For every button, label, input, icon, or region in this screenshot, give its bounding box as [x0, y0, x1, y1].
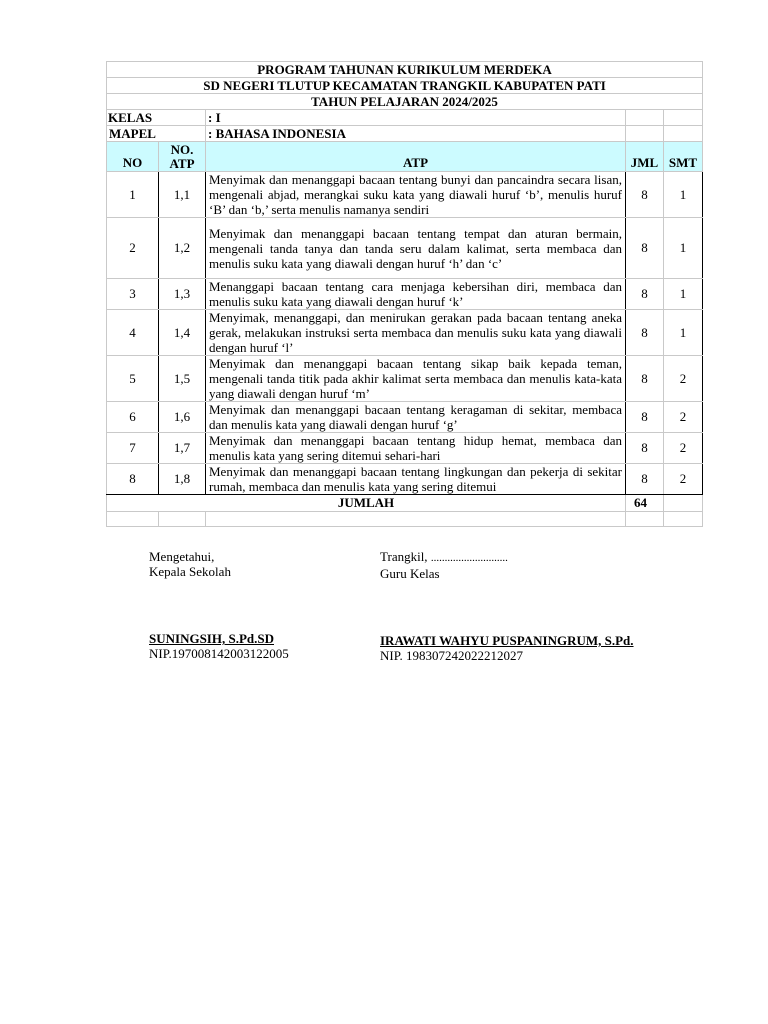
row-no-atp: 1,8 [159, 464, 206, 495]
empty-cell [626, 512, 664, 527]
kepala-sekolah-nip: NIP.197008142003122005 [149, 646, 289, 661]
row-jml: 8 [626, 310, 664, 356]
row-atp: Menyimak dan menanggapi bacaan tentang bunyi dan pancaindra secara lisan, mengenali abjad, merangkai suku kata yang diawali huruf ‘b’, menulis huruf ‘B’ dan ‘b,’ serta menulis namanya sendiri [206, 172, 626, 218]
row-smt: 1 [664, 172, 703, 218]
row-jml: 8 [626, 433, 664, 464]
program-tahunan-table-container [106, 61, 702, 527]
col-header-no: NO [107, 142, 159, 172]
empty-cell [206, 512, 626, 527]
kelas-label: KELAS [107, 110, 206, 126]
table-row [107, 279, 703, 310]
row-smt: 2 [664, 402, 703, 433]
kepala-sekolah-name: SUNINGSIH, S.Pd.SD [149, 631, 274, 646]
row-atp: Menyimak dan menanggapi bacaan tentang hidup hemat, membaca dan menulis kata yang sering ditemui sehari-hari [206, 433, 626, 464]
row-jml: 8 [626, 172, 664, 218]
title-line-2: SD NEGERI TLUTUP KECAMATAN TRANGKIL KABUPATEN PATI [107, 78, 703, 94]
mengetahui-text: Mengetahui, [149, 549, 215, 564]
row-no-atp: 1,1 [159, 172, 206, 218]
row-jml: 8 [626, 356, 664, 402]
row-atp: Menyimak, menanggapi, dan menirukan gerakan pada bacaan tentang aneka gerak, melakukan instruksi serta membaca dan menulis suku kata yang diawali dengan huruf ‘l’ [206, 310, 626, 356]
row-no: 8 [107, 464, 159, 495]
program-tahunan-table [106, 61, 703, 527]
row-no-atp: 1,5 [159, 356, 206, 402]
row-no-atp: 1,4 [159, 310, 206, 356]
row-no: 1 [107, 172, 159, 218]
guru-kelas-name: IRAWATI WAHYU PUSPANINGRUM, S.Pd. [380, 633, 634, 648]
row-jml: 8 [626, 464, 664, 495]
row-smt: 2 [664, 464, 703, 495]
empty-cell [664, 512, 703, 527]
col-header-atp: ATP [206, 142, 626, 172]
table-row [107, 433, 703, 464]
mapel-label: MAPEL [107, 126, 206, 142]
guru-kelas-title: Guru Kelas [380, 566, 440, 581]
row-no: 4 [107, 310, 159, 356]
row-smt: 1 [664, 310, 703, 356]
guru-kelas-nip: NIP. 198307242022212027 [380, 648, 524, 663]
row-no-atp: 1,7 [159, 433, 206, 464]
mapel-empty-jml [626, 126, 664, 142]
table-row [107, 172, 703, 218]
title-line-3: TAHUN PELAJARAN 2024/2025 [107, 94, 703, 110]
signature-block-kepala-sekolah [149, 549, 289, 661]
row-no: 5 [107, 356, 159, 402]
row-atp: Menyimak dan menanggapi bacaan tentang lingkungan dan pekerja di sekitar rumah, membaca dan menulis kata yang sering ditemui [206, 464, 626, 495]
table-row [107, 310, 703, 356]
row-no-atp: 1,3 [159, 279, 206, 310]
total-value: 64 [626, 495, 664, 512]
empty-cell [107, 512, 159, 527]
row-smt: 1 [664, 218, 703, 279]
row-no-atp: 1,2 [159, 218, 206, 279]
empty-cell [159, 512, 206, 527]
row-atp: Menyimak dan menanggapi bacaan tentang keragaman di sekitar, membaca dan menulis kata yang diawali dengan huruf ‘g’ [206, 402, 626, 433]
total-label: JUMLAH [107, 495, 626, 512]
table-row [107, 402, 703, 433]
row-no: 6 [107, 402, 159, 433]
mapel-empty-smt [664, 126, 703, 142]
date-placeholder-dots: ............................ [430, 552, 508, 564]
table-row [107, 356, 703, 402]
row-smt: 2 [664, 356, 703, 402]
kelas-value: : I [206, 110, 626, 126]
title-line-1: PROGRAM TAHUNAN KURIKULUM MERDEKA [107, 62, 703, 78]
table-row [107, 218, 703, 279]
col-header-jml: JML [626, 142, 664, 172]
row-atp: Menyimak dan menanggapi bacaan tentang tempat dan aturan bermain, mengenali tanda tanya dan tanda seru dalam kalimat, serta membaca dan menulis suku kata yang diawali dengan huruf ‘h’ dan ‘c’ [206, 218, 626, 279]
row-smt: 2 [664, 433, 703, 464]
place-date-line [380, 549, 634, 566]
signature-block-guru-kelas [380, 549, 634, 663]
kelas-empty-smt [664, 110, 703, 126]
row-atp: Menanggapi bacaan tentang cara menjaga kebersihan diri, membaca dan menulis suku kata yang diawali dengan huruf ‘k’ [206, 279, 626, 310]
row-smt: 1 [664, 279, 703, 310]
col-header-no-atp: NO. ATP [159, 142, 206, 172]
place-text: Trangkil, [380, 549, 428, 564]
mapel-value: : BAHASA INDONESIA [206, 126, 626, 142]
row-jml: 8 [626, 218, 664, 279]
row-atp: Menyimak dan menanggapi bacaan tentang sikap baik kepada teman, mengenali tanda titik pada akhir kalimat serta membaca dan menulis kata-kata yang diawali dengan huruf ‘m’ [206, 356, 626, 402]
kelas-empty-jml [626, 110, 664, 126]
row-no: 3 [107, 279, 159, 310]
row-no: 2 [107, 218, 159, 279]
total-empty-smt [664, 495, 703, 512]
row-jml: 8 [626, 279, 664, 310]
col-header-smt: SMT [664, 142, 703, 172]
row-jml: 8 [626, 402, 664, 433]
row-no: 7 [107, 433, 159, 464]
row-no-atp: 1,6 [159, 402, 206, 433]
table-row [107, 464, 703, 495]
kepala-sekolah-title: Kepala Sekolah [149, 564, 231, 579]
